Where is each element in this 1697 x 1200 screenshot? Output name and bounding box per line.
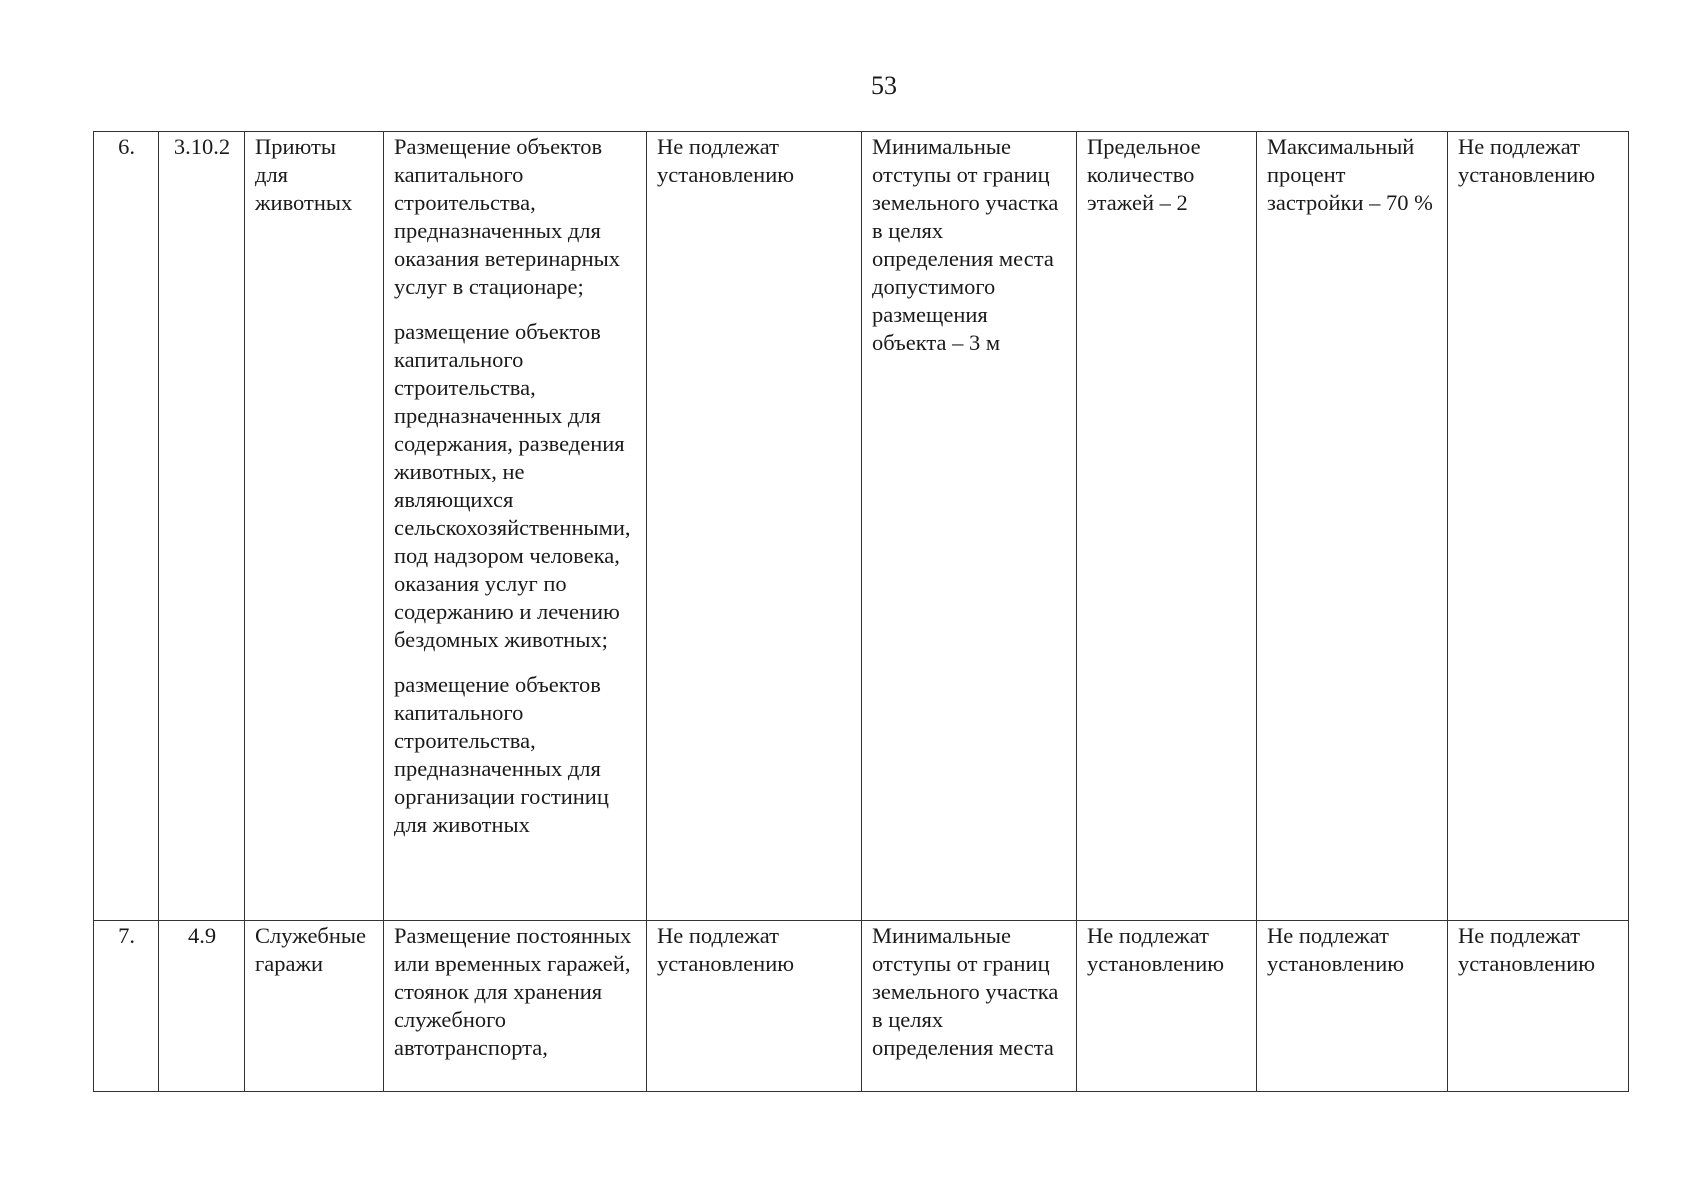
zoning-regulations-table <box>93 131 1629 1092</box>
description-paragraph: размещение объектов капитального строительства, предназначенных для организации гостиниц для животных <box>394 672 609 837</box>
row-number-cell: 7. <box>94 921 159 1092</box>
parameter-cell: Не подлежат установлению <box>647 921 862 1092</box>
use-code-cell: 3.10.2 <box>159 132 245 921</box>
floors-cell: Предельное количество этажей – 2 <box>1077 132 1257 921</box>
description-paragraph: размещение объектов капитального строительства, предназначенных для содержания, разведения животных, не являющихся сельскохозяйственными, под надзором человека, оказания услуг по содержанию и лечению бездомных животных; <box>394 319 631 652</box>
table-row <box>94 921 1629 1092</box>
use-name-cell: Приюты для животных <box>245 132 384 921</box>
use-code-cell: 4.9 <box>159 921 245 1092</box>
setback-cell: Минимальные отступы от границ земельного участка в целях определения места допустимого размещения объекта – 3 м <box>862 132 1077 921</box>
table-row <box>94 132 1629 921</box>
page-number: 53 <box>871 71 897 100</box>
coverage-cell: Не подлежат установлению <box>1257 921 1448 1092</box>
parameter-cell: Не подлежат установлению <box>1448 132 1629 921</box>
floors-cell: Не подлежат установлению <box>1077 921 1257 1092</box>
coverage-cell: Максимальный процент застройки – 70 % <box>1257 132 1448 921</box>
parameter-cell: Не подлежат установлению <box>1448 921 1629 1092</box>
use-description-cell <box>384 132 647 921</box>
description-paragraph: Размещение постоянных или временных гаражей, стоянок для хранения служебного автотранспорта, <box>394 923 632 1060</box>
row-number-cell: 6. <box>94 132 159 921</box>
use-name-cell: Служебные гаражи <box>245 921 384 1092</box>
setback-cell: Минимальные отступы от границ земельного участка в целях определения места <box>862 921 1077 1092</box>
parameter-cell: Не подлежат установлению <box>647 132 862 921</box>
description-paragraph: Размещение объектов капитального строительства, предназначенных для оказания ветеринарных услуг в стационаре; <box>394 134 621 299</box>
use-description-cell <box>384 921 647 1092</box>
